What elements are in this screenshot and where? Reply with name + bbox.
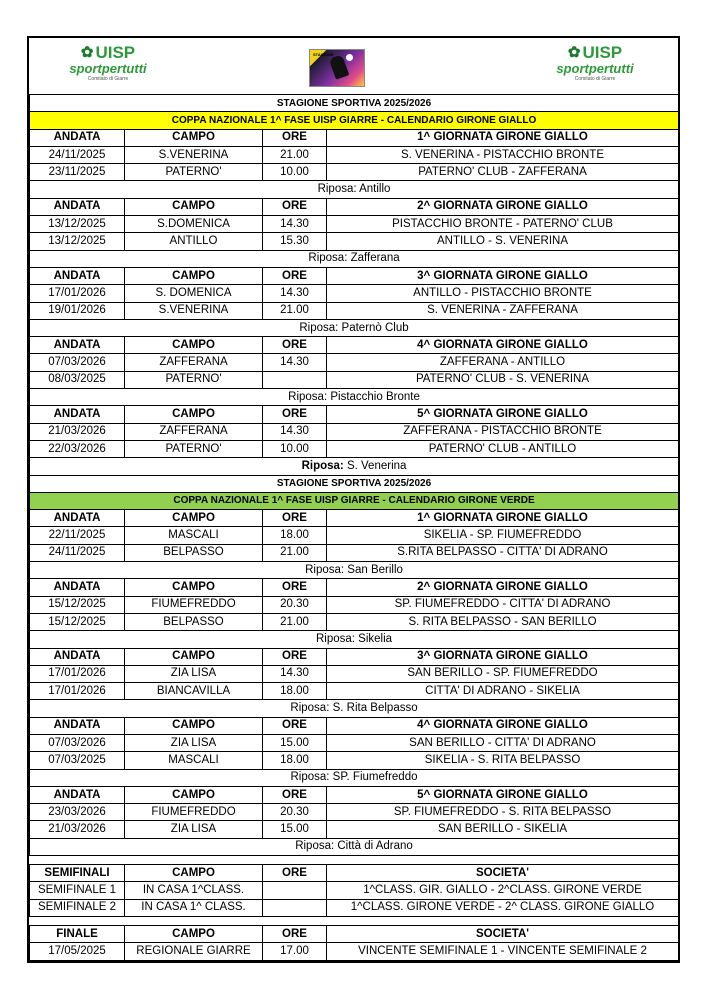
- match-time: 14.30: [263, 423, 327, 440]
- match-date: 07/03/2026: [30, 354, 125, 371]
- final-teams: VINCENTE SEMIFINALE 1 - VINCENTE SEMIFINALE 2: [327, 943, 679, 960]
- column-header-field: CAMPO: [125, 648, 263, 665]
- group-title-row: [30, 112, 679, 129]
- match-date: 17/01/2026: [30, 285, 125, 302]
- match-teams: SAN BERILLO - SP. FIUMEFREDDO: [327, 665, 679, 682]
- round-heading: 3^ GIORNATA GIRONE GIALLO: [327, 648, 679, 665]
- match-row: [30, 285, 679, 302]
- column-header-time: ORE: [263, 267, 327, 284]
- round-heading: 1^ GIORNATA GIRONE GIALLO: [327, 510, 679, 527]
- match-time: 15.00: [263, 734, 327, 751]
- document-header: [29, 38, 678, 94]
- match-time: 21.00: [263, 146, 327, 163]
- match-field: ZIA LISA: [125, 734, 263, 751]
- match-field: FIUMEFREDDO: [125, 596, 263, 613]
- column-header-date: ANDATA: [30, 129, 125, 146]
- match-time: 14.30: [263, 216, 327, 233]
- semifinal-field: IN CASA 1^ CLASS.: [125, 899, 263, 916]
- schedule-document: [27, 36, 680, 963]
- match-date: 24/11/2025: [30, 146, 125, 163]
- rest-row: [30, 389, 679, 406]
- round-heading: 1^ GIORNATA GIRONE GIALLO: [327, 129, 679, 146]
- match-row: [30, 613, 679, 630]
- match-date: 22/03/2026: [30, 440, 125, 457]
- semifinal-teams: 1^CLASS. GIRONE VERDE - 2^ CLASS. GIRONE GIALLO: [327, 899, 679, 916]
- rest-row: [30, 700, 679, 717]
- semifinal-column-header: SOCIETA': [327, 865, 679, 882]
- match-time: 14.30: [263, 665, 327, 682]
- round-heading: 5^ GIORNATA GIRONE GIALLO: [327, 406, 679, 423]
- semifinal-header-row: [30, 865, 679, 882]
- match-field: PATERNO': [125, 164, 263, 181]
- group-title: COPPA NAZIONALE 1^ FASE UISP GIARRE - CALENDARIO GIRONE GIALLO: [30, 112, 679, 129]
- column-header-date: ANDATA: [30, 337, 125, 354]
- match-row: [30, 752, 679, 769]
- rest-text: Riposa: S. Rita Belpasso: [290, 702, 418, 715]
- match-teams: SAN BERILLO - SIKELIA: [327, 821, 679, 838]
- match-field: PATERNO': [125, 440, 263, 457]
- match-teams: PISTACCHIO BRONTE - PATERNO' CLUB: [327, 216, 679, 233]
- final-column-header: FINALE: [30, 925, 125, 942]
- match-teams: SAN BERILLO - CITTA' DI ADRANO: [327, 734, 679, 751]
- rest-text: Riposa: San Berillo: [305, 563, 403, 576]
- semifinal-column-header: SEMIFINALI: [30, 865, 125, 882]
- match-date: 23/03/2026: [30, 804, 125, 821]
- round-header-row: [30, 717, 679, 734]
- rest-row: [30, 319, 679, 336]
- match-row: [30, 233, 679, 250]
- match-row: [30, 544, 679, 561]
- match-field: PATERNO': [125, 371, 263, 388]
- round-heading: 4^ GIORNATA GIRONE GIALLO: [327, 337, 679, 354]
- final-header-row: [30, 925, 679, 942]
- final-column-header: SOCIETA': [327, 925, 679, 942]
- final-column-header: CAMPO: [125, 925, 263, 942]
- spacer-row: [30, 916, 679, 925]
- match-teams: S. RITA BELPASSO - SAN BERILLO: [327, 613, 679, 630]
- match-field: MASCALI: [125, 527, 263, 544]
- match-teams: PATERNO' CLUB - ZAFFERANA: [327, 164, 679, 181]
- match-time: 21.00: [263, 302, 327, 319]
- match-date: 15/12/2025: [30, 596, 125, 613]
- match-time: 21.00: [263, 544, 327, 561]
- match-date: 24/11/2025: [30, 544, 125, 561]
- match-date: 15/12/2025: [30, 613, 125, 630]
- rest-row: [30, 562, 679, 579]
- column-header-time: ORE: [263, 786, 327, 803]
- rest-team: [30, 458, 679, 475]
- match-row: [30, 665, 679, 682]
- match-row: [30, 683, 679, 700]
- column-header-date: ANDATA: [30, 717, 125, 734]
- match-row: [30, 146, 679, 163]
- match-date: 13/12/2025: [30, 233, 125, 250]
- match-teams: S. VENERINA - PISTACCHIO BRONTE: [327, 146, 679, 163]
- match-field: S.VENERINA: [125, 302, 263, 319]
- round-header-row: [30, 648, 679, 665]
- match-date: 17/01/2026: [30, 683, 125, 700]
- round-header-row: [30, 579, 679, 596]
- round-header-row: [30, 337, 679, 354]
- match-time: 18.00: [263, 752, 327, 769]
- match-date: 17/01/2026: [30, 665, 125, 682]
- rest-team: [30, 838, 679, 855]
- season-poster-image: STAGIONE: [309, 49, 365, 87]
- match-row: [30, 440, 679, 457]
- rest-row: [30, 631, 679, 648]
- semifinal-field: IN CASA 1^CLASS.: [125, 882, 263, 899]
- column-header-time: ORE: [263, 648, 327, 665]
- rest-row: [30, 250, 679, 267]
- match-teams: SIKELIA - S. RITA BELPASSO: [327, 752, 679, 769]
- rest-team: [30, 631, 679, 648]
- semifinal-column-header: ORE: [263, 865, 327, 882]
- final-time: 17.00: [263, 943, 327, 960]
- round-heading: 2^ GIORNATA GIRONE GIALLO: [327, 198, 679, 215]
- round-header-row: [30, 406, 679, 423]
- uisp-logo-left: ✿ UISP sportpertutti Comitato di Giarre: [69, 43, 147, 82]
- rest-team: [30, 181, 679, 198]
- column-header-time: ORE: [263, 198, 327, 215]
- final-row: [30, 943, 679, 960]
- match-teams: ANTILLO - PISTACCHIO BRONTE: [327, 285, 679, 302]
- rest-team: [30, 562, 679, 579]
- match-time: 20.30: [263, 596, 327, 613]
- semifinal-row: [30, 882, 679, 899]
- match-teams: SP. FIUMEFREDDO - CITTA' DI ADRANO: [327, 596, 679, 613]
- column-header-field: CAMPO: [125, 579, 263, 596]
- final-column-header: ORE: [263, 925, 327, 942]
- match-teams: SP. FIUMEFREDDO - S. RITA BELPASSO: [327, 804, 679, 821]
- match-row: [30, 354, 679, 371]
- semifinal-time: [263, 882, 327, 899]
- match-field: FIUMEFREDDO: [125, 804, 263, 821]
- column-header-field: CAMPO: [125, 717, 263, 734]
- match-date: 21/03/2026: [30, 423, 125, 440]
- column-header-field: CAMPO: [125, 406, 263, 423]
- rest-text: Riposa: Zafferana: [308, 252, 400, 265]
- calendar-table: [29, 94, 679, 961]
- match-field: ANTILLO: [125, 233, 263, 250]
- uisp-mark-icon: ✿: [80, 44, 94, 61]
- match-field: BELPASSO: [125, 613, 263, 630]
- ball-icon: [346, 54, 353, 61]
- spacer: [30, 856, 679, 865]
- column-header-field: CAMPO: [125, 129, 263, 146]
- season-title-row: [30, 95, 679, 112]
- match-time: 18.00: [263, 527, 327, 544]
- match-row: [30, 734, 679, 751]
- rest-text: Riposa: Antillo: [317, 183, 391, 196]
- rest-row: [30, 458, 679, 475]
- round-header-row: [30, 198, 679, 215]
- round-header-row: [30, 786, 679, 803]
- match-field: ZIA LISA: [125, 665, 263, 682]
- group-title: COPPA NAZIONALE 1^ FASE UISP GIARRE - CALENDARIO GIRONE VERDE: [30, 492, 679, 509]
- rest-team: [30, 250, 679, 267]
- column-header-date: ANDATA: [30, 648, 125, 665]
- semifinal-name: SEMIFINALE 1: [30, 882, 125, 899]
- final-field: REGIONALE GIARRE: [125, 943, 263, 960]
- spacer-row: [30, 856, 679, 865]
- match-row: [30, 821, 679, 838]
- match-field: BELPASSO: [125, 544, 263, 561]
- match-time: 10.00: [263, 164, 327, 181]
- match-date: 19/01/2026: [30, 302, 125, 319]
- round-heading: 2^ GIORNATA GIRONE GIALLO: [327, 579, 679, 596]
- rest-label: Riposa:: [301, 459, 344, 472]
- column-header-field: CAMPO: [125, 786, 263, 803]
- match-teams: PATERNO' CLUB - S. VENERINA: [327, 371, 679, 388]
- match-row: [30, 423, 679, 440]
- semifinal-time: [263, 899, 327, 916]
- column-header-date: ANDATA: [30, 406, 125, 423]
- column-header-date: ANDATA: [30, 198, 125, 215]
- match-date: 21/03/2026: [30, 821, 125, 838]
- match-teams: CITTA' DI ADRANO - SIKELIA: [327, 683, 679, 700]
- match-field: ZIA LISA: [125, 821, 263, 838]
- match-field: ZAFFERANA: [125, 423, 263, 440]
- match-date: 23/11/2025: [30, 164, 125, 181]
- column-header-field: CAMPO: [125, 267, 263, 284]
- match-teams: ZAFFERANA - PISTACCHIO BRONTE: [327, 423, 679, 440]
- rest-text: Riposa: Città di Adrano: [295, 840, 413, 853]
- semifinal-column-header: CAMPO: [125, 865, 263, 882]
- column-header-date: ANDATA: [30, 579, 125, 596]
- season-title-row: [30, 475, 679, 492]
- match-time: 21.00: [263, 613, 327, 630]
- round-header-row: [30, 267, 679, 284]
- semifinal-row: [30, 899, 679, 916]
- rest-team: [30, 700, 679, 717]
- match-date: 22/11/2025: [30, 527, 125, 544]
- match-date: 08/03/2025: [30, 371, 125, 388]
- match-teams: PATERNO' CLUB - ANTILLO: [327, 440, 679, 457]
- match-row: [30, 302, 679, 319]
- match-field: MASCALI: [125, 752, 263, 769]
- match-time: [263, 371, 327, 388]
- match-row: [30, 527, 679, 544]
- match-row: [30, 804, 679, 821]
- match-field: BIANCAVILLA: [125, 683, 263, 700]
- round-heading: 3^ GIORNATA GIRONE GIALLO: [327, 267, 679, 284]
- column-header-field: CAMPO: [125, 510, 263, 527]
- rest-team: [30, 389, 679, 406]
- round-heading: 4^ GIORNATA GIRONE GIALLO: [327, 717, 679, 734]
- season-title: STAGIONE SPORTIVA 2025/2026: [30, 95, 679, 112]
- match-time: 15.00: [263, 821, 327, 838]
- column-header-time: ORE: [263, 579, 327, 596]
- column-header-date: ANDATA: [30, 267, 125, 284]
- column-header-time: ORE: [263, 510, 327, 527]
- column-header-date: ANDATA: [30, 510, 125, 527]
- column-header-date: ANDATA: [30, 786, 125, 803]
- rest-row: [30, 838, 679, 855]
- match-field: ZAFFERANA: [125, 354, 263, 371]
- match-field: S. DOMENICA: [125, 285, 263, 302]
- match-time: 14.30: [263, 354, 327, 371]
- match-teams: ANTILLO - S. VENERINA: [327, 233, 679, 250]
- match-time: 10.00: [263, 440, 327, 457]
- group-title-row: [30, 492, 679, 509]
- match-row: [30, 371, 679, 388]
- match-date: 07/03/2025: [30, 752, 125, 769]
- column-header-time: ORE: [263, 337, 327, 354]
- match-row: [30, 164, 679, 181]
- match-time: 15.30: [263, 233, 327, 250]
- spacer: [30, 916, 679, 925]
- match-teams: ZAFFERANA - ANTILLO: [327, 354, 679, 371]
- rest-text: Riposa: Pistacchio Bronte: [288, 390, 420, 403]
- final-date: 17/05/2025: [30, 943, 125, 960]
- match-time: 14.30: [263, 285, 327, 302]
- semifinal-name: SEMIFINALE 2: [30, 899, 125, 916]
- match-date: 07/03/2026: [30, 734, 125, 751]
- rest-text: S. Venerina: [346, 459, 407, 472]
- rest-text: Riposa: Sikelia: [315, 632, 393, 645]
- uisp-mark-icon: ✿: [567, 44, 581, 61]
- match-teams: S. VENERINA - ZAFFERANA: [327, 302, 679, 319]
- match-field: S.VENERINA: [125, 146, 263, 163]
- match-time: 18.00: [263, 683, 327, 700]
- uisp-logo-right: ✿ UISP sportpertutti Comitato di Giarre: [556, 43, 634, 82]
- column-header-time: ORE: [263, 406, 327, 423]
- column-header-time: ORE: [263, 129, 327, 146]
- round-header-row: [30, 129, 679, 146]
- match-row: [30, 596, 679, 613]
- rest-text: Riposa: SP. Fiumefreddo: [290, 771, 418, 784]
- round-heading: 5^ GIORNATA GIRONE GIALLO: [327, 786, 679, 803]
- rest-team: [30, 319, 679, 336]
- rest-text: Riposa: Paternò Club: [299, 321, 409, 334]
- column-header-time: ORE: [263, 717, 327, 734]
- match-teams: SIKELIA - SP. FIUMEFREDDO: [327, 527, 679, 544]
- match-row: [30, 216, 679, 233]
- match-time: 20.30: [263, 804, 327, 821]
- match-teams: S.RITA BELPASSO - CITTA' DI ADRANO: [327, 544, 679, 561]
- column-header-field: CAMPO: [125, 337, 263, 354]
- rest-row: [30, 769, 679, 786]
- match-date: 13/12/2025: [30, 216, 125, 233]
- column-header-field: CAMPO: [125, 198, 263, 215]
- round-header-row: [30, 510, 679, 527]
- match-field: S.DOMENICA: [125, 216, 263, 233]
- rest-team: [30, 769, 679, 786]
- season-title: STAGIONE SPORTIVA 2025/2026: [30, 475, 679, 492]
- rest-row: [30, 181, 679, 198]
- semifinal-teams: 1^CLASS. GIR. GIALLO - 2^CLASS. GIRONE VERDE: [327, 882, 679, 899]
